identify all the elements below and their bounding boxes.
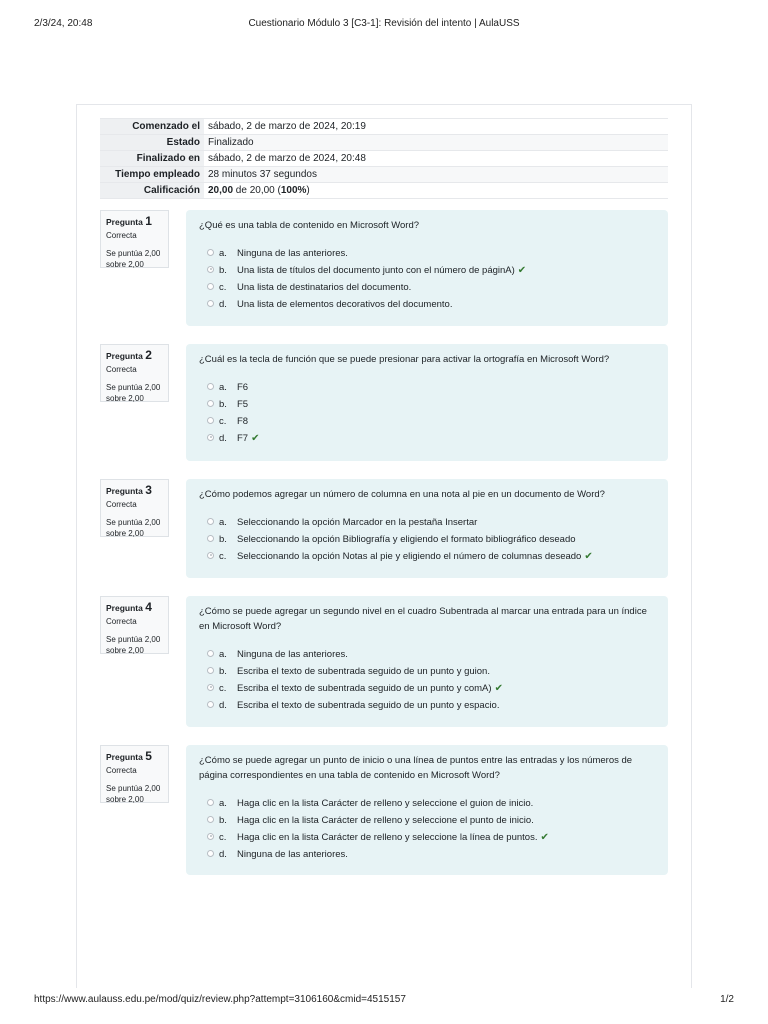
answer-option[interactable] (199, 531, 655, 548)
question-grade: Se puntúa 2,00 sobre 2,00 (106, 518, 161, 538)
print-page-number: 1/2 (720, 994, 734, 1005)
answer-option[interactable] (199, 396, 655, 413)
question-info (100, 344, 169, 402)
answer-text: Seleccionando la opción Marcador en la pestaña Insertar (237, 517, 478, 528)
radio-selected-icon[interactable] (207, 684, 214, 691)
question-label: Pregunta (106, 217, 143, 227)
summary-value: sábado, 2 de marzo de 2024, 20:19 (204, 119, 668, 135)
answer-text: F6 (237, 382, 249, 393)
answer-option[interactable] (199, 262, 655, 279)
summary-row-grade (100, 183, 668, 199)
answer-text: Haga clic en la lista Carácter de relleno y seleccione el guion de inicio. (237, 798, 534, 809)
answer-letter: c. (219, 551, 227, 562)
question-label: Pregunta (106, 351, 143, 361)
answer-letter: c. (219, 416, 227, 427)
question-number-value: 2 (145, 348, 152, 362)
answer-option[interactable] (199, 795, 655, 812)
answer-text: Escriba el texto de subentrada seguido de un punto y espacio. (237, 700, 500, 711)
answer-option[interactable] (199, 245, 655, 262)
answer-list (199, 379, 655, 447)
radio-icon[interactable] (207, 667, 214, 674)
radio-icon[interactable] (207, 535, 214, 542)
answer-letter: b. (219, 666, 227, 677)
question-state: Correcta (106, 500, 137, 509)
question-content (186, 479, 668, 578)
radio-icon[interactable] (207, 650, 214, 657)
answer-option[interactable] (199, 829, 655, 846)
check-icon: ✔ (517, 265, 527, 276)
answer-option[interactable] (199, 379, 655, 396)
check-icon: ✔ (584, 551, 593, 562)
summary-value: 28 minutos 37 segundos (204, 167, 668, 183)
answer-option[interactable] (199, 697, 655, 714)
answer-text: Una lista de títulos del documento junto con el número de páginA) (237, 265, 515, 276)
radio-icon[interactable] (207, 300, 214, 307)
answer-option[interactable] (199, 548, 655, 565)
answer-text: Ninguna de las anteriores. (237, 849, 348, 860)
question-info (100, 479, 169, 537)
question-number (106, 214, 163, 228)
radio-icon[interactable] (207, 283, 214, 290)
question-info (100, 210, 169, 268)
summary-value (204, 183, 668, 199)
answer-letter: c. (219, 683, 227, 694)
answer-list (199, 795, 655, 863)
summary-label: Tiempo empleado (100, 167, 204, 183)
answer-letter: d. (219, 849, 227, 860)
answer-option[interactable] (199, 279, 655, 296)
check-icon: ✔ (540, 832, 549, 843)
answer-text: Seleccionando la opción Bibliografía y eligiendo el formato bibliográfico deseado (237, 534, 576, 545)
answer-option[interactable] (199, 430, 655, 447)
radio-icon[interactable] (207, 249, 214, 256)
question-number-value: 3 (145, 483, 152, 497)
answer-letter: d. (219, 299, 227, 310)
answer-option[interactable] (199, 680, 655, 697)
question-content (186, 596, 668, 727)
question-content (186, 344, 668, 461)
radio-icon[interactable] (207, 417, 214, 424)
answer-letter: a. (219, 382, 227, 393)
answer-option[interactable] (199, 663, 655, 680)
summary-label: Finalizado en (100, 151, 204, 167)
summary-label: Calificación (100, 183, 204, 199)
summary-row-state (100, 135, 668, 151)
answer-option[interactable] (199, 413, 655, 430)
grade-end: ) (306, 185, 310, 196)
answer-text: Una lista de elementos decorativos del documento. (237, 299, 453, 310)
answer-text: F8 (237, 416, 249, 427)
question-number-value: 1 (145, 214, 152, 228)
answer-letter: d. (219, 433, 227, 444)
grade-percent: 100% (280, 185, 307, 196)
grade-middle: de 20,00 ( (233, 185, 281, 196)
summary-row-finished (100, 151, 668, 167)
question-text: ¿Qué es una tabla de contenido en Microsoft Word? (199, 220, 420, 231)
question-state: Correcta (106, 766, 137, 775)
radio-icon[interactable] (207, 816, 214, 823)
answer-letter: b. (219, 534, 227, 545)
answer-text: F7 (237, 433, 249, 444)
answer-list (199, 646, 655, 714)
summary-label: Estado (100, 135, 204, 151)
question-state: Correcta (106, 231, 137, 240)
answer-letter: c. (219, 282, 227, 293)
answer-letter: b. (219, 815, 227, 826)
question-grade: Se puntúa 2,00 sobre 2,00 (106, 635, 161, 655)
answer-option[interactable] (199, 296, 655, 313)
answer-letter: b. (219, 265, 227, 276)
answer-option[interactable] (199, 514, 655, 531)
summary-row-started (100, 119, 668, 135)
answer-text: Seleccionando la opción Notas al pie y eligiendo el número de columnas deseado (237, 551, 582, 562)
question-number (106, 483, 163, 497)
answer-option[interactable] (199, 846, 655, 863)
print-datetime: 2/3/24, 20:48 (34, 18, 93, 29)
radio-icon[interactable] (207, 383, 214, 390)
question-number-value: 4 (145, 600, 152, 614)
summary-row-time (100, 167, 668, 183)
answer-text: Una lista de destinatarios del documento. (237, 282, 412, 293)
answer-list (199, 514, 655, 565)
print-url: https://www.aulauss.edu.pe/mod/quiz/review.php?attempt=3106160&cmid=4515157 (34, 994, 406, 1005)
answer-text: Escriba el texto de subentrada seguido de un punto y comA) (237, 683, 492, 694)
question-content (186, 745, 668, 875)
answer-letter: a. (219, 248, 227, 259)
question-content (186, 210, 668, 326)
answer-text: Ninguna de las anteriores. (237, 248, 348, 259)
radio-selected-icon[interactable] (207, 833, 214, 840)
grade-score: 20,00 (208, 185, 234, 196)
answer-letter: b. (219, 399, 227, 410)
answer-text: Ninguna de las anteriores. (237, 649, 348, 660)
answer-letter: a. (219, 517, 227, 528)
question-info (100, 596, 169, 654)
summary-value: Finalizado (204, 135, 668, 151)
answer-letter: a. (219, 649, 227, 660)
question-text: ¿Cómo se puede agregar un segundo nivel en el cuadro Subentrada al marcar una entrada para un índice en Microsoft Word? (199, 606, 647, 632)
answer-letter: c. (219, 832, 227, 843)
question-number (106, 348, 163, 362)
answer-list (199, 245, 655, 313)
summary-value: sábado, 2 de marzo de 2024, 20:48 (204, 151, 668, 167)
question-label: Pregunta (106, 752, 143, 762)
answer-text: Haga clic en la lista Carácter de relleno y seleccione la línea de puntos. (237, 832, 538, 843)
answer-option[interactable] (199, 646, 655, 663)
radio-icon[interactable] (207, 850, 214, 857)
question-state: Correcta (106, 365, 137, 374)
radio-icon[interactable] (207, 799, 214, 806)
question-grade: Se puntúa 2,00 sobre 2,00 (106, 249, 161, 269)
question-number (106, 600, 163, 614)
answer-letter: d. (219, 700, 227, 711)
radio-icon[interactable] (207, 701, 214, 708)
question-label: Pregunta (106, 486, 143, 496)
question-number (106, 749, 163, 763)
check-icon: ✔ (494, 683, 503, 694)
question-label: Pregunta (106, 603, 143, 613)
question-text: ¿Cómo se puede agregar un punto de inicio o una línea de puntos entre las entradas y los números de página correspondientes en una tabla de contenido en Microsoft Word? (199, 755, 633, 781)
check-icon: ✔ (251, 433, 260, 444)
answer-text: Escriba el texto de subentrada seguido de un punto y guion. (237, 666, 490, 677)
print-footer (0, 990, 768, 1010)
radio-selected-icon[interactable] (207, 552, 214, 559)
answer-text: Haga clic en la lista Carácter de relleno y seleccione el punto de inicio. (237, 815, 534, 826)
radio-icon[interactable] (207, 400, 214, 407)
question-grade: Se puntúa 2,00 sobre 2,00 (106, 383, 161, 403)
question-text: ¿Cuál es la tecla de función que se puede presionar para activar la ortografía en Microsoft Word? (199, 354, 610, 365)
print-header (0, 0, 768, 40)
attempt-summary-table (100, 118, 668, 199)
radio-selected-icon[interactable] (207, 266, 214, 273)
answer-text: F5 (237, 399, 249, 410)
question-number-value: 5 (145, 749, 152, 763)
answer-letter: a. (219, 798, 227, 809)
answer-option[interactable] (199, 812, 655, 829)
question-info (100, 745, 169, 803)
question-grade: Se puntúa 2,00 sobre 2,00 (106, 784, 161, 804)
summary-label: Comenzado el (100, 119, 204, 135)
print-title: Cuestionario Módulo 3 [C3-1]: Revisión del intento | AulaUSS (248, 18, 520, 29)
radio-selected-icon[interactable] (207, 434, 214, 441)
radio-icon[interactable] (207, 518, 214, 525)
question-text: ¿Cómo podemos agregar un número de columna en una nota al pie en un documento de Word? (199, 489, 605, 500)
question-state: Correcta (106, 617, 137, 626)
